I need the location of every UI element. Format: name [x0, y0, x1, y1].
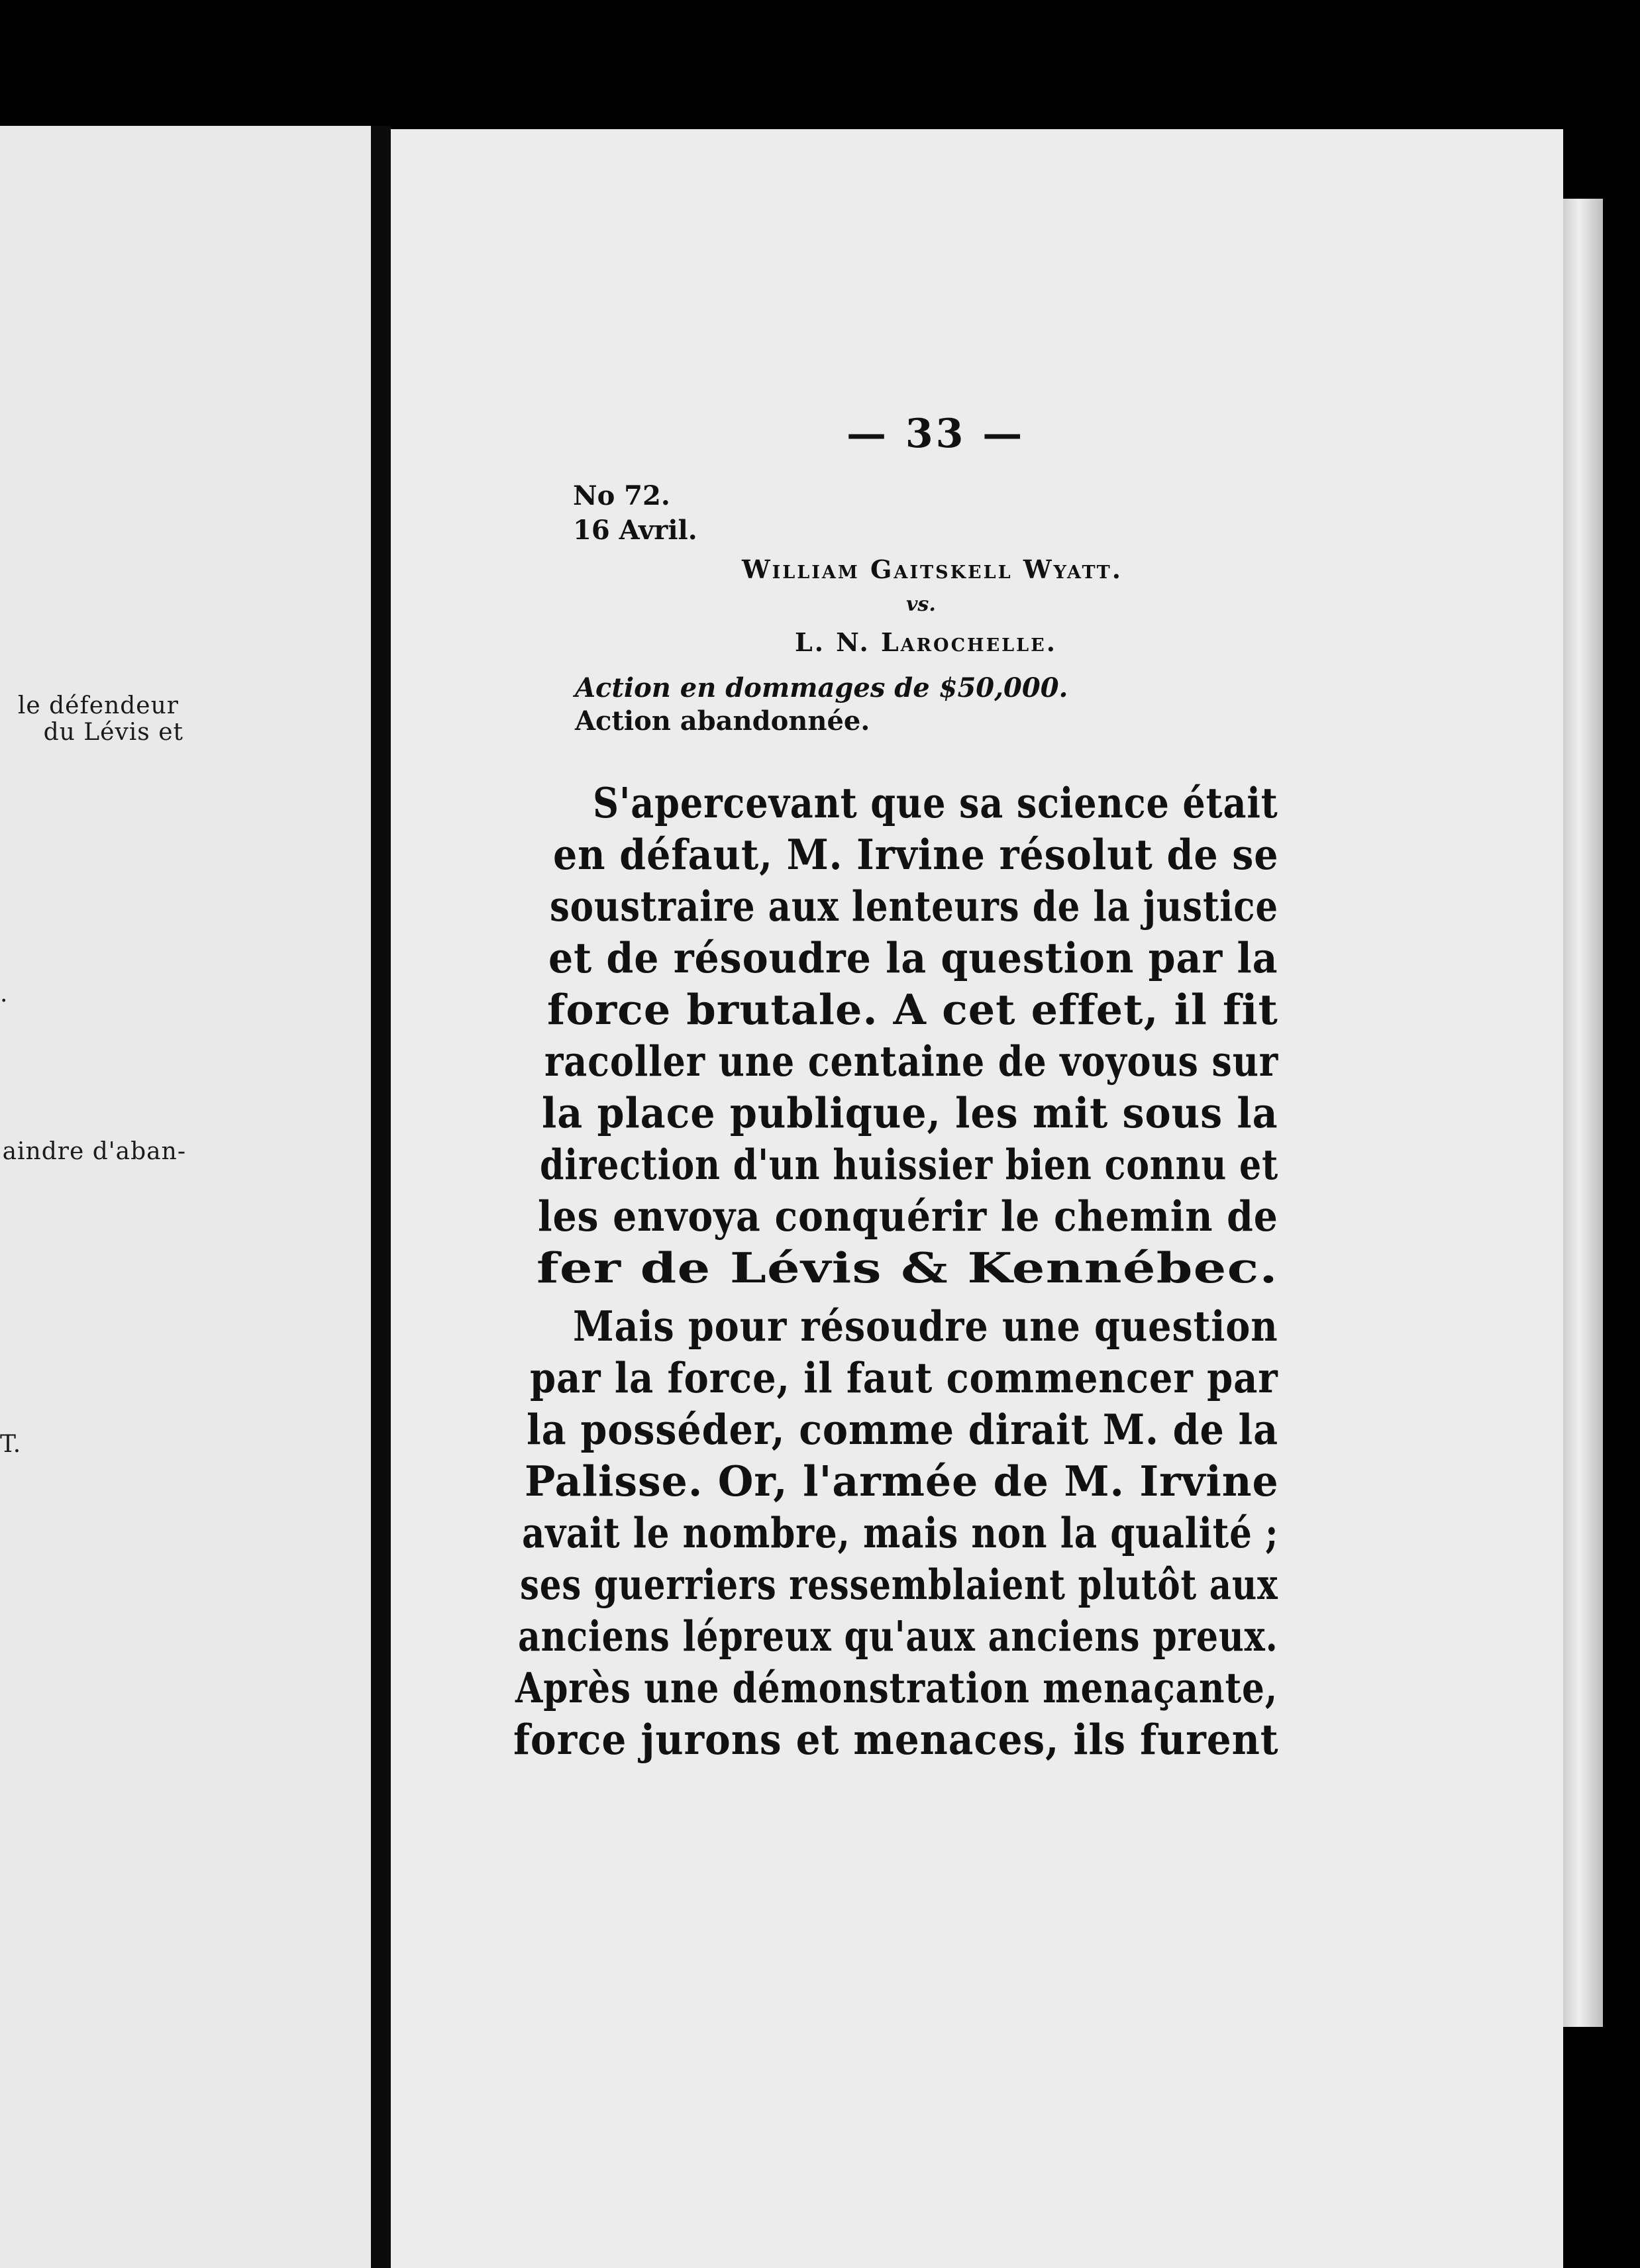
left-page-line: T. — [0, 1431, 22, 1458]
defendant-name: L. N. Larochelle. — [795, 627, 1057, 657]
versus-label: vs. — [906, 593, 936, 616]
body-line: direction d'un huissier bien connu et — [540, 1140, 1279, 1189]
body-line: avait le nombre, mais non la qualité ; — [522, 1508, 1279, 1557]
page-number: — 33 — — [846, 411, 1025, 457]
entry-date: 16 Avril. — [573, 515, 697, 546]
left-page-line: . — [0, 980, 9, 1007]
left-page-line: aindre d'aban- — [2, 1138, 186, 1165]
body-line: racoller une centaine de voyous sur — [544, 1037, 1279, 1086]
body-line: et de résoudre la question par la — [548, 933, 1278, 982]
right-page — [391, 129, 1563, 2268]
page-edge-stack — [1563, 199, 1603, 2027]
entry-number: No 72. — [573, 480, 670, 511]
body-line: Palisse. Or, l'armée de M. Irvine — [525, 1457, 1279, 1506]
body-line: Mais pour résoudre une question — [573, 1302, 1278, 1351]
action-description: Action en dommages de $50,000. — [575, 672, 1068, 703]
body-line: par la force, il faut commencer par — [530, 1353, 1278, 1402]
body-line: la posséder, comme dirait M. de la — [527, 1405, 1279, 1454]
body-line: les envoya conquérir le chemin de — [538, 1192, 1278, 1241]
body-line: soustraire aux lenteurs de la justice — [550, 882, 1278, 931]
body-line: S'apercevant que sa science était — [593, 778, 1278, 827]
action-outcome: Action abandonnée. — [575, 705, 870, 737]
body-line: la place publique, les mit sous la — [542, 1088, 1278, 1137]
body-line: anciens lépreux qu'aux anciens preux. — [518, 1612, 1278, 1661]
plaintiff-name: William Gaitskell Wyatt. — [742, 554, 1123, 584]
left-page-line: le défendeur — [17, 692, 179, 719]
left-page-line: du Lévis et — [43, 719, 183, 746]
body-line: force jurons et menaces, ils furent — [513, 1715, 1279, 1764]
body-line: Après une démonstration menaçante, — [515, 1663, 1278, 1712]
body-line: fer de Lévis & Kennébec. — [537, 1243, 1278, 1292]
body-line: ses guerriers ressemblaient plutôt aux — [520, 1560, 1278, 1609]
body-line: en défaut, M. Irvine résolut de se — [553, 830, 1279, 879]
body-line: force brutale. A cet effet, il fit — [547, 985, 1278, 1034]
left-page — [0, 126, 371, 2268]
book-gutter — [371, 126, 391, 2268]
